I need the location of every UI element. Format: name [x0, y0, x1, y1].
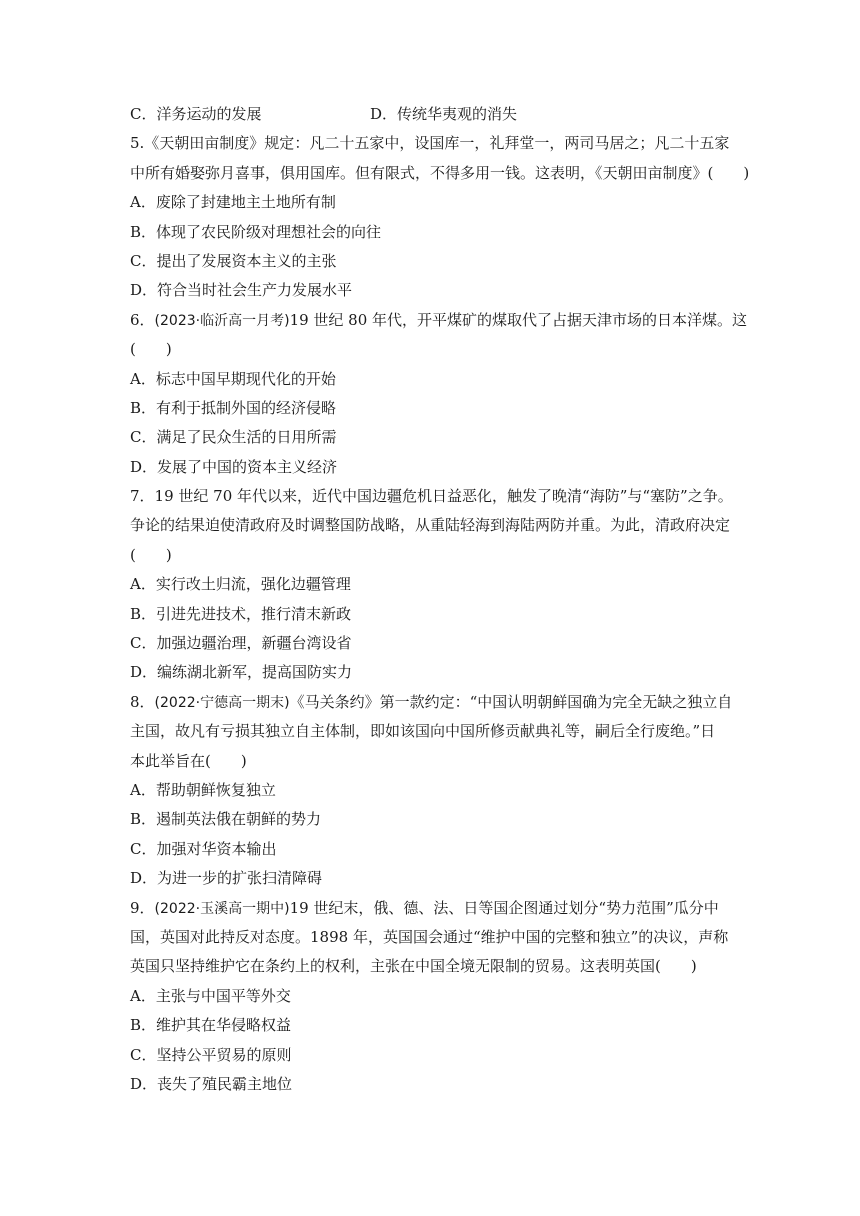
q7-option-a: A．实行改土归流，强化边疆管理 [130, 575, 351, 594]
q7-option-d: D．编练湖北新军，提高国防实力 [130, 663, 353, 682]
q7-stem-line-1: 7．19 世纪 70 年代以来，近代中国边疆危机日益恶化，触发了晚清“海防”与“塞防”之争。 [130, 487, 733, 506]
exam-page [130, 100, 750, 1099]
q5-option-a: A．废除了封建地主土地所有制 [130, 193, 336, 212]
q9-stem-line-2: 国，英国对此持反对态度。1898 年，英国国会通过“维护中国的完整和独立”的决议，声称 [130, 927, 729, 946]
q8-stem-line-1 [130, 688, 735, 717]
q4-option-c: C．洋务运动的发展 [130, 105, 262, 123]
question-6 [130, 306, 748, 482]
q7-option-b: B．引进先进技术，推行清末新政 [130, 604, 352, 623]
q6-stem-text: 19 世纪 80 年代，开平煤矿的煤取代了占据天津市场的日本洋煤。这 [289, 310, 748, 329]
q4-option-d: D．传统华夷观的消失 [370, 105, 518, 123]
q7-stem-line-2: 争论的结果迫使清政府及时调整国防战略，从重陆轻海到海陆两防并重。为此，清政府决定 [130, 516, 731, 535]
q8-stem-line-3: 本此举旨在( ) [130, 751, 247, 770]
q6-stem-line-1 [130, 306, 748, 335]
q8-option-a: A．帮助朝鲜恢复独立 [130, 780, 276, 799]
q8-stem-line-2: 主国，故凡有亏损其独立自主体制，即如该国向中国所修贡献典礼等，嗣后全行废绝。”日 [130, 722, 716, 741]
q9-stem-line-1 [130, 894, 735, 923]
q7-option-c: C．加强边疆治理，新疆台湾设省 [130, 634, 352, 653]
q6-option-d: D．发展了中国的资本主义经济 [130, 457, 338, 476]
q5-option-d: D．符合当时社会生产力发展水平 [130, 281, 353, 300]
question-7 [130, 482, 735, 688]
question-8 [130, 688, 735, 894]
q5-stem-line-1: 5.《天朝田亩制度》规定：凡二十五家中，设国库一，礼拜堂一，两司马居之；凡二十五家 [130, 134, 730, 153]
q6-option-a: A．标志中国早期现代化的开始 [130, 369, 336, 388]
q4-options [130, 100, 735, 129]
q9-option-d: D．丧失了殖民霸主地位 [130, 1074, 293, 1093]
q9-option-c: C．坚持公平贸易的原则 [130, 1045, 292, 1064]
q9-number: 9． [130, 898, 155, 917]
q7-stem-line-3: ( ) [130, 545, 172, 564]
q6-option-b: B．有利于抵制外国的经济侵略 [130, 398, 337, 417]
q5-option-b: B．体现了农民阶级对理想社会的向往 [130, 222, 382, 241]
q6-source: (2023·临沂高一月考) [154, 312, 290, 329]
q8-number: 8． [130, 692, 155, 711]
q8-option-c: C．加强对华资本输出 [130, 839, 277, 858]
q9-stem-line-3: 英国只坚持维护它在条约上的权利，主张在中国全境无限制的贸易。这表明英国( ) [130, 957, 697, 976]
q6-number: 6． [130, 310, 155, 329]
q5-stem-line-2: 中所有婚娶弥月喜事，俱用国库。但有限式，不得多用一钱。这表明，《天朝田亩制度》( ) [130, 163, 750, 182]
q5-option-c: C．提出了发展资本主义的主张 [130, 251, 337, 270]
q8-stem-text: 《马关条约》第一款约定：“中国认明朝鲜国确为完全无缺之独立自 [289, 692, 733, 711]
q8-option-b: B．遏制英法俄在朝鲜的势力 [130, 810, 322, 829]
q9-source: (2022·玉溪高一期中) [154, 900, 290, 917]
question-5 [130, 129, 750, 305]
question-9 [130, 894, 735, 1100]
q6-stem-line-2: ( ) [130, 340, 172, 359]
q6-option-c: C．满足了民众生活的日用所需 [130, 428, 337, 447]
q9-stem-text: 19 世纪末，俄、德、法、日等国企图通过划分“势力范围”瓜分中 [289, 898, 719, 917]
q8-option-d: D．为进一步的扩张扫清障碍 [130, 869, 323, 888]
q9-option-a: A．主张与中国平等外交 [130, 986, 291, 1005]
q8-source: (2022·宁德高一期末) [154, 694, 290, 711]
q9-option-b: B．维护其在华侵略权益 [130, 1016, 292, 1035]
